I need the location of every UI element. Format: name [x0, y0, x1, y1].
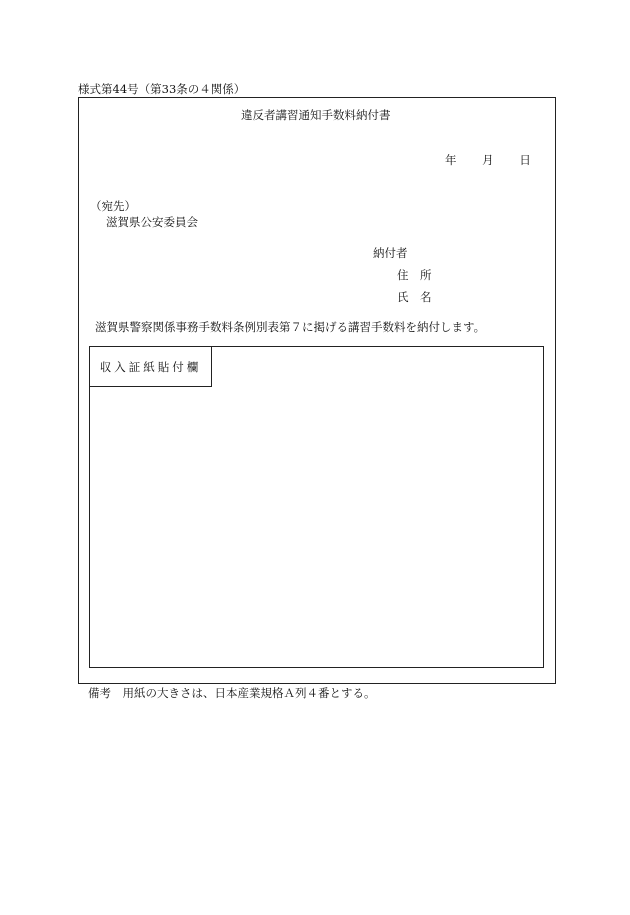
remarks-note: 備考 用紙の大きさは、日本産業規格Ａ列４番とする。 — [88, 686, 376, 700]
form-number: 様式第44号（第33条の４関係） — [78, 82, 246, 96]
stamp-area — [89, 346, 544, 668]
date-day: 日 — [519, 153, 531, 167]
addressee-name: 滋賀県公安委員会 — [106, 215, 198, 229]
date-month: 月 — [482, 153, 494, 167]
date-line — [445, 155, 531, 167]
form-title: 違反者講習通知手数料納付書 — [241, 108, 391, 122]
stamp-box-label: 収入証紙貼付欄 — [89, 346, 212, 387]
payer-name-label: 氏 名 — [397, 290, 432, 304]
payer-label: 納付者 — [373, 246, 408, 260]
date-year: 年 — [445, 153, 457, 167]
payment-statement: 滋賀県警察関係事務手数料条例別表第７に掲げる講習手数料を納付します。 — [95, 320, 486, 334]
payer-address-label: 住 所 — [397, 268, 432, 282]
addressee-label: （宛先） — [90, 199, 136, 213]
